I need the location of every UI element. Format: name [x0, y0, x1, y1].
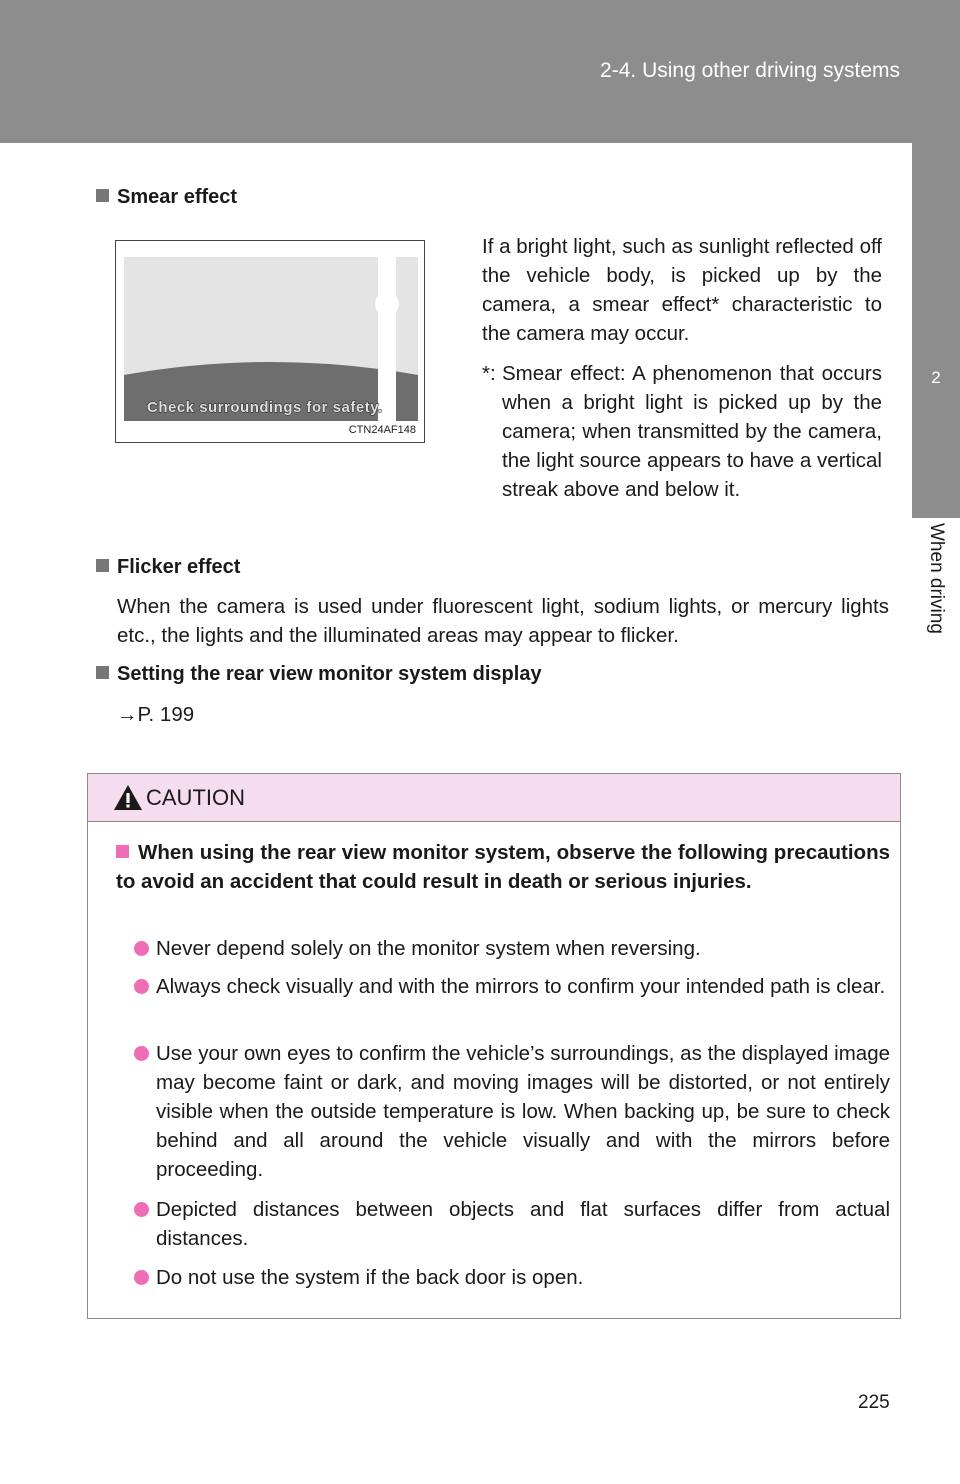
caution-bullet: Never depend solely on the monitor system when reversing.: [136, 934, 890, 963]
heading-square-icon: [96, 559, 109, 572]
page-reference-link[interactable]: →P. 199: [117, 703, 195, 726]
section-heading-smear: Smear effect: [96, 186, 237, 209]
caution-header: [88, 774, 900, 822]
page-number: 225: [858, 1392, 890, 1413]
chapter-tab: [912, 143, 960, 518]
camera-screen-illustration: [115, 240, 425, 443]
warning-triangle-icon: [113, 784, 143, 811]
chapter-label: When driving: [926, 523, 947, 634]
heading-square-icon: [116, 845, 129, 858]
caution-bullet: Always check visually and with the mirrors to confirm your intended path is clear.: [136, 972, 890, 1001]
bullet-dot-icon: [134, 1046, 149, 1061]
figure-code: CTN24AF148: [348, 424, 416, 436]
bullet-dot-icon: [134, 941, 149, 956]
bullet-dot-icon: [134, 979, 149, 994]
caution-title: CAUTION: [146, 785, 245, 810]
caution-lead: When using the rear view monitor system, observe the following precautions to avoid an accident that could result in death or serious injuries.: [116, 841, 890, 893]
caution-bullet: Do not use the system if the back door is open.: [136, 1263, 890, 1292]
heading-square-icon: [96, 666, 109, 679]
smear-footnote: [482, 359, 882, 504]
chapter-number: 2: [931, 368, 941, 387]
section-heading-flicker: Flicker effect: [96, 556, 240, 579]
flicker-description: When the camera is used under fluorescent light, sodium lights, or mercury lights etc., the lights and the illuminated areas may appear to flicker.: [117, 595, 889, 647]
caution-box: [87, 773, 901, 1319]
bullet-dot-icon: [134, 1202, 149, 1217]
section-heading-setting: Setting the rear view monitor system display: [96, 663, 542, 686]
caution-bullet: Depicted distances between objects and flat surfaces differ from actual distances.: [136, 1195, 890, 1253]
smear-description: If a bright light, such as sunlight reflected off the vehicle body, is picked up by the camera, a smear effect* characteristic to the camera may occur.: [482, 235, 882, 345]
bullet-dot-icon: [134, 1270, 149, 1285]
screen-message: Check surroundings for safety.: [147, 399, 383, 416]
heading-square-icon: [96, 189, 109, 202]
caution-bullet: Use your own eyes to confirm the vehicle’s surroundings, as the displayed image may become faint or dark, and moving images will be distorted, or not entirely visible when the outside temperature is low. When backing up, be sure to check behind and all around the vehicle visually and with the mirrors before proceeding.: [136, 1039, 890, 1184]
chapter-title: 2-4. Using other driving systems: [600, 59, 900, 82]
page-header: [0, 0, 960, 143]
footnote-mark: *:: [482, 362, 496, 385]
footnote-text: Smear effect: A phenomenon that occurs when a bright light is picked up by the camera; when transmitted by the camera, the light source appears to have a vertical streak above and below it.: [502, 362, 882, 501]
